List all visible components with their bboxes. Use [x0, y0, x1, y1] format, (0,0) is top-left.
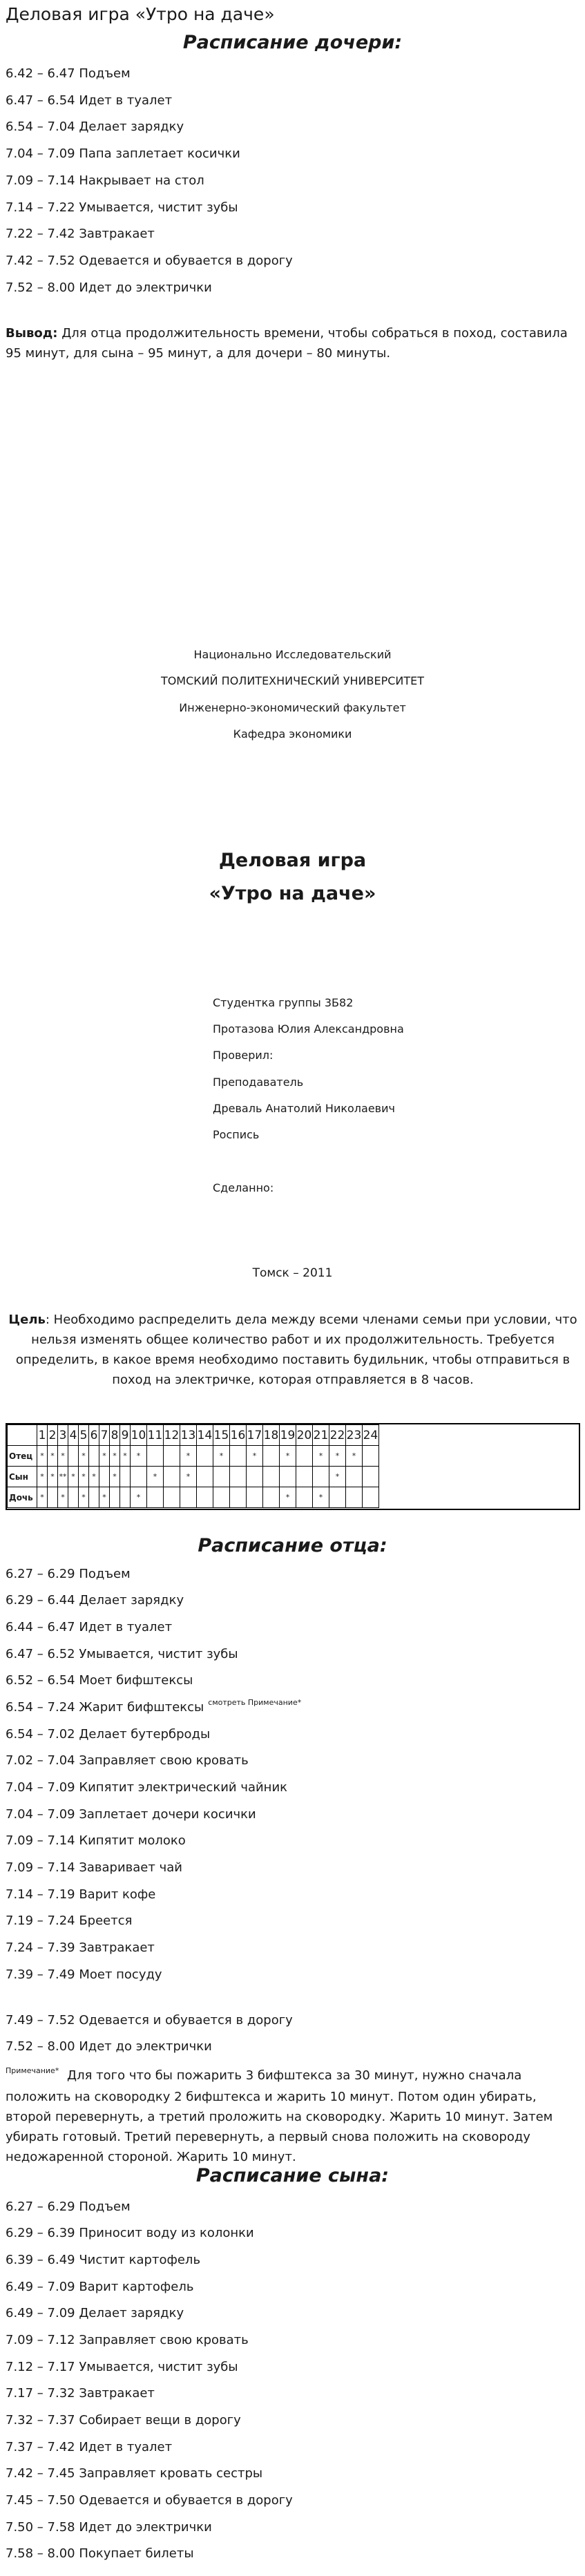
- grid-column-header: 11: [147, 1425, 164, 1446]
- father-item: [6, 1700, 301, 1715]
- grid-cell: **: [58, 1467, 68, 1487]
- grid-column-header: 9: [120, 1425, 131, 1446]
- grid-cell: [230, 1467, 247, 1487]
- father-item: 7.24 – 7.39 Завтракает: [6, 1940, 155, 1955]
- grid-cell: *: [180, 1446, 197, 1467]
- son-item: 7.17 – 7.32 Завтракает: [6, 2386, 155, 2401]
- daughter-item: 6.42 – 6.47 Подъем: [6, 66, 131, 81]
- grid-column-header: 17: [247, 1425, 263, 1446]
- note-label: Примечание*: [6, 2066, 59, 2075]
- grid-cell: [89, 1487, 99, 1508]
- grid-row-label: Дочь: [8, 1487, 37, 1508]
- checked-label: Проверил:: [213, 1049, 274, 1062]
- grid-column-header: 3: [58, 1425, 68, 1446]
- conclusion-text: Для отца продолжительность времени, чтобы собраться в поход, составила 95 минут, для сына – 95 минут, а для дочери – 80 минуты.: [6, 326, 568, 361]
- grid-cell: [180, 1487, 197, 1508]
- son-item: 6.27 – 6.29 Подъем: [6, 2200, 131, 2214]
- grid-cell: *: [68, 1467, 79, 1487]
- department-name: Кафедра экономики: [233, 727, 352, 741]
- grid-column-header: 4: [68, 1425, 79, 1446]
- grid-cell: *: [89, 1467, 99, 1487]
- grid-cell: *: [131, 1487, 147, 1508]
- father-item: 7.04 – 7.09 Кипятит электрический чайник: [6, 1780, 288, 1795]
- student-name: Протазова Юлия Александровна: [213, 1022, 404, 1036]
- grid-cell: *: [58, 1487, 68, 1508]
- note-text: Для того что бы пожарить 3 бифштекса за 30 минут, нужно сначала положить на сковородку 2 бифштекса и жарить 10 минут. Потом один убирать, второй перевернуть, а третий проложить на сковородку. Жарить 10 минут. Затем убирать готовый. Третий перевернуть, а первый снова положить на сковороду недожаренной стороной. Жарить 10 минут.: [6, 2068, 553, 2164]
- grid-cell: *: [147, 1467, 164, 1487]
- grid-cell: [147, 1446, 164, 1467]
- grid-cell: [164, 1467, 180, 1487]
- grid-cell: [120, 1487, 131, 1508]
- son-item: 7.45 – 7.50 Одевается и обувается в дорогу: [6, 2493, 293, 2508]
- grid-cell: [164, 1446, 180, 1467]
- city-year: Томск – 2011: [252, 1266, 333, 1280]
- grid-column-header: 7: [99, 1425, 110, 1446]
- grid-cell: [110, 1487, 120, 1508]
- grid-cell: *: [110, 1467, 120, 1487]
- grid-cell: [346, 1487, 363, 1508]
- father-item: 6.47 – 6.52 Умывается, чистит зубы: [6, 1647, 238, 1661]
- son-item: 7.32 – 7.37 Собирает вещи в дорогу: [6, 2413, 241, 2427]
- grid-cell: *: [79, 1487, 89, 1508]
- son-item: 7.12 – 7.17 Умывается, чистит зубы: [6, 2360, 238, 2374]
- grid-header-row: [8, 1425, 379, 1446]
- grid-cell: [213, 1487, 230, 1508]
- grid-cell: [197, 1446, 213, 1467]
- grid-cell: [230, 1487, 247, 1508]
- son-item: 7.42 – 7.45 Заправляет кровать сестры: [6, 2466, 263, 2481]
- grid-cell: *: [48, 1467, 58, 1487]
- grid-cell: *: [58, 1446, 68, 1467]
- grid-corner-cell: [8, 1425, 37, 1446]
- father-item: 7.02 – 7.04 Заправляет свою кровать: [6, 1753, 249, 1768]
- conclusion: [6, 323, 580, 363]
- father-item-text: 6.54 – 7.24 Жарит бифштексы: [6, 1700, 204, 1715]
- grid-cell: [213, 1467, 230, 1487]
- grid-row-label: Сын: [8, 1467, 37, 1487]
- grid-column-header: 19: [280, 1425, 296, 1446]
- father-item: 6.29 – 6.44 Делает зарядку: [6, 1593, 184, 1607]
- grid-cell: *: [37, 1446, 48, 1467]
- son-item: 6.39 – 6.49 Чистит картофель: [6, 2253, 201, 2267]
- grid-row-father: [8, 1446, 379, 1467]
- grid-column-header: 5: [79, 1425, 89, 1446]
- grid-column-header: 22: [329, 1425, 346, 1446]
- grid-cell: [68, 1446, 79, 1467]
- grid-cell: [120, 1467, 131, 1487]
- teacher-role: Преподаватель: [213, 1076, 304, 1089]
- grid-column-header: 15: [213, 1425, 230, 1446]
- grid-cell: [363, 1446, 379, 1467]
- grid-cell: [68, 1487, 79, 1508]
- grid-cell: *: [99, 1446, 110, 1467]
- grid-cell: *: [79, 1467, 89, 1487]
- grid-column-header: 16: [230, 1425, 247, 1446]
- grid-cell: [147, 1487, 164, 1508]
- grid-cell: [99, 1467, 110, 1487]
- grid-column-header: 10: [131, 1425, 147, 1446]
- father-item: 6.44 – 6.47 Идет в туалет: [6, 1620, 173, 1634]
- grid-column-header: 20: [296, 1425, 313, 1446]
- signature-label: Роспись: [213, 1128, 260, 1141]
- grid-cell: *: [48, 1446, 58, 1467]
- father-item: 7.14 – 7.19 Варит кофе: [6, 1887, 156, 1902]
- faculty-name: Инженерно-экономический факультет: [179, 701, 406, 714]
- son-item: 6.29 – 6.39 Приносит воду из колонки: [6, 2226, 254, 2240]
- timeline-grid: [7, 1424, 379, 1508]
- daughter-item: 7.22 – 7.42 Завтракает: [6, 227, 155, 241]
- father-schedule-heading: Расписание отца:: [198, 1535, 387, 1556]
- grid-cell: *: [37, 1487, 48, 1508]
- son-item: 7.37 – 7.42 Идет в туалет: [6, 2440, 173, 2454]
- grid-cell: [197, 1467, 213, 1487]
- grid-column-header: 14: [197, 1425, 213, 1446]
- grid-cell: [247, 1467, 263, 1487]
- father-item: 7.19 – 7.24 Бреется: [6, 1914, 133, 1928]
- teacher-name: Древаль Анатолий Николаевич: [213, 1102, 395, 1115]
- grid-cell: [263, 1487, 280, 1508]
- son-item: 6.49 – 7.09 Делает зарядку: [6, 2306, 184, 2320]
- grid-cell: [296, 1446, 313, 1467]
- father-item: 7.52 – 8.00 Идет до электрички: [6, 2039, 212, 2054]
- title-page-heading-1: Деловая игра: [218, 850, 367, 871]
- grid-column-header: 13: [180, 1425, 197, 1446]
- son-item: 7.09 – 7.12 Заправляет свою кровать: [6, 2333, 249, 2347]
- grid-cell: *: [213, 1446, 230, 1467]
- grid-cell: [263, 1446, 280, 1467]
- grid-column-header: 1: [37, 1425, 48, 1446]
- grid-cell: [230, 1446, 247, 1467]
- grid-cell: *: [99, 1487, 110, 1508]
- goal: [6, 1310, 580, 1390]
- grid-cell: [131, 1467, 147, 1487]
- see-note-ref: смотреть Примечание*: [208, 1698, 302, 1707]
- conclusion-label: Вывод:: [6, 326, 58, 341]
- father-item: 7.39 – 7.49 Моет посуду: [6, 1967, 162, 1982]
- grid-cell: *: [79, 1446, 89, 1467]
- grid-row-label: Отец: [8, 1446, 37, 1467]
- daughter-item: 7.09 – 7.14 Накрывает на стол: [6, 173, 204, 188]
- grid-column-header: 8: [110, 1425, 120, 1446]
- grid-cell: [247, 1487, 263, 1508]
- daughter-item: 6.54 – 7.04 Делает зарядку: [6, 120, 184, 134]
- grid-cell: *: [313, 1487, 329, 1508]
- grid-column-header: 2: [48, 1425, 58, 1446]
- son-schedule-heading: Расписание сына:: [195, 2165, 390, 2186]
- university-line-1: Национально Исследовательский: [193, 648, 392, 661]
- grid-cell: *: [180, 1467, 197, 1487]
- father-item: 6.54 – 7.02 Делает бутерброды: [6, 1727, 211, 1742]
- grid-column-header: 12: [164, 1425, 180, 1446]
- son-item: 7.58 – 8.00 Покупает билеты: [6, 2546, 194, 2561]
- daughter-item: 7.04 – 7.09 Папа заплетает косички: [6, 146, 240, 161]
- grid-row-son: [8, 1467, 379, 1487]
- grid-cell: *: [329, 1467, 346, 1487]
- grid-row-daughter: [8, 1487, 379, 1508]
- university-name: ТОМСКИЙ ПОЛИТЕХНИЧЕСКИЙ УНИВЕРСИТЕТ: [160, 674, 425, 687]
- grid-cell: [346, 1467, 363, 1487]
- daughter-item: 7.52 – 8.00 Идет до электрички: [6, 280, 212, 295]
- grid-cell: [197, 1487, 213, 1508]
- grid-cell: [363, 1467, 379, 1487]
- son-item: 7.50 – 7.58 Идет до электрички: [6, 2520, 212, 2535]
- grid-cell: [296, 1467, 313, 1487]
- grid-cell: [363, 1487, 379, 1508]
- father-item: 7.09 – 7.14 Кипятит молоко: [6, 1833, 186, 1848]
- goal-label: Цель: [8, 1313, 46, 1327]
- grid-cell: [313, 1467, 329, 1487]
- grid-cell: [280, 1467, 296, 1487]
- father-item: 6.52 – 6.54 Моет бифштексы: [6, 1673, 193, 1688]
- father-item: 7.49 – 7.52 Одевается и обувается в дорогу: [6, 2013, 293, 2028]
- daughter-item: 6.47 – 6.54 Идет в туалет: [6, 93, 173, 108]
- father-item: 6.27 – 6.29 Подъем: [6, 1567, 131, 1581]
- grid-cell: [263, 1467, 280, 1487]
- student-group: Студентка группы 3Б82: [213, 996, 354, 1009]
- daughter-schedule-heading: Расписание дочери:: [182, 32, 403, 53]
- daughter-item: 7.42 – 7.52 Одевается и обувается в дорогу: [6, 254, 293, 268]
- done-label: Сделанно:: [213, 1181, 274, 1194]
- daughter-item: 7.14 – 7.22 Умывается, чистит зубы: [6, 200, 238, 215]
- grid-cell: *: [280, 1446, 296, 1467]
- grid-cell: [164, 1487, 180, 1508]
- grid-column-header: 18: [263, 1425, 280, 1446]
- document-title: Деловая игра «Утро на даче»: [6, 4, 275, 24]
- grid-cell: *: [346, 1446, 363, 1467]
- grid-column-header: 24: [363, 1425, 379, 1446]
- grid-cell: [48, 1487, 58, 1508]
- note: [6, 2065, 580, 2167]
- title-page-heading-2: «Утро на даче»: [209, 883, 376, 904]
- goal-text: : Необходимо распределить дела между всеми членами семьи при условии, что нельзя изменять общее количество работ и их продолжительность. Требуется определить, в какое время необходимо поставить будильник, чтобы отправиться в поход на электричке, которая отправляется в 8 часов.: [15, 1313, 577, 1387]
- grid-column-header: 23: [346, 1425, 363, 1446]
- son-item: 6.49 – 7.09 Варит картофель: [6, 2280, 194, 2294]
- grid-cell: *: [329, 1446, 346, 1467]
- grid-cell: *: [131, 1446, 147, 1467]
- grid-cell: [296, 1487, 313, 1508]
- grid-cell: *: [247, 1446, 263, 1467]
- grid-cell: *: [313, 1446, 329, 1467]
- grid-cell: [329, 1487, 346, 1508]
- grid-column-header: 21: [313, 1425, 329, 1446]
- grid-cell: *: [110, 1446, 120, 1467]
- grid-cell: [89, 1446, 99, 1467]
- grid-column-header: 6: [89, 1425, 99, 1446]
- grid-cell: *: [280, 1487, 296, 1508]
- father-item: 7.09 – 7.14 Заваривает чай: [6, 1860, 182, 1875]
- father-item: 7.04 – 7.09 Заплетает дочери косички: [6, 1807, 256, 1822]
- grid-cell: *: [120, 1446, 131, 1467]
- grid-cell: *: [37, 1467, 48, 1487]
